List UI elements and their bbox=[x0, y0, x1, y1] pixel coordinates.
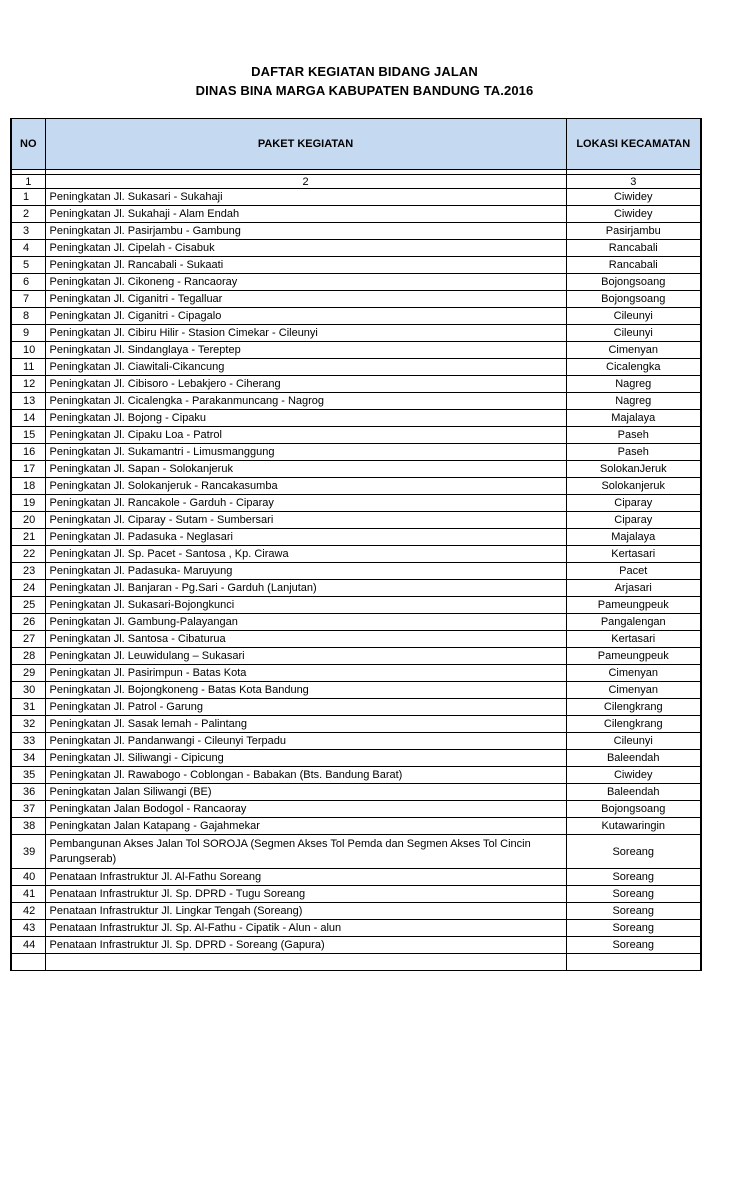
row-paket-kegiatan: Peningkatan Jl. Cipaku Loa - Patrol bbox=[45, 427, 566, 444]
row-number: 33 bbox=[11, 733, 45, 750]
row-paket-kegiatan: Peningkatan Jl. Sukamantri - Limusmanggung bbox=[45, 444, 566, 461]
row-number: 22 bbox=[11, 546, 45, 563]
row-paket-kegiatan: Peningkatan Jl. Bojongkoneng - Batas Kota Bandung bbox=[45, 682, 566, 699]
table-row bbox=[11, 495, 701, 512]
table-row bbox=[11, 393, 701, 410]
row-number: 38 bbox=[11, 818, 45, 835]
row-number: 10 bbox=[11, 342, 45, 359]
row-number: 1 bbox=[11, 189, 45, 206]
row-number: 41 bbox=[11, 886, 45, 903]
table-row bbox=[11, 342, 701, 359]
row-number: 43 bbox=[11, 920, 45, 937]
row-number: 8 bbox=[11, 308, 45, 325]
row-number: 18 bbox=[11, 478, 45, 495]
table-row bbox=[11, 886, 701, 903]
row-lokasi-kecamatan: Pameungpeuk bbox=[566, 648, 701, 665]
row-lokasi-kecamatan: Bojongsoang bbox=[566, 274, 701, 291]
row-number: 32 bbox=[11, 716, 45, 733]
row-paket-kegiatan: Peningkatan Jl. Pandanwangi - Cileunyi Terpadu bbox=[45, 733, 566, 750]
row-paket-kegiatan: Peningkatan Jl. Ciparay - Sutam - Sumbersari bbox=[45, 512, 566, 529]
empty-cell bbox=[45, 954, 566, 971]
row-paket-kegiatan: Peningkatan Jl. Sukasari-Bojongkunci bbox=[45, 597, 566, 614]
row-number: 39 bbox=[11, 835, 45, 869]
row-paket-kegiatan: Peningkatan Jl. Sindanglaya - Tereptep bbox=[45, 342, 566, 359]
table-row bbox=[11, 750, 701, 767]
table-row bbox=[11, 189, 701, 206]
column-number-row bbox=[11, 175, 701, 189]
row-lokasi-kecamatan: Paseh bbox=[566, 427, 701, 444]
row-number: 12 bbox=[11, 376, 45, 393]
table-row bbox=[11, 427, 701, 444]
row-number: 13 bbox=[11, 393, 45, 410]
row-paket-kegiatan: Peningkatan Jl. Patrol - Garung bbox=[45, 699, 566, 716]
table-row bbox=[11, 699, 701, 716]
header-no: NO bbox=[11, 119, 45, 170]
row-paket-kegiatan: Peningkatan Jl. Sapan - Solokanjeruk bbox=[45, 461, 566, 478]
row-number: 15 bbox=[11, 427, 45, 444]
row-number: 28 bbox=[11, 648, 45, 665]
table-row bbox=[11, 580, 701, 597]
row-number: 25 bbox=[11, 597, 45, 614]
row-number: 2 bbox=[11, 206, 45, 223]
row-paket-kegiatan: Peningkatan Jl. Santosa - Cibaturua bbox=[45, 631, 566, 648]
row-lokasi-kecamatan: Soreang bbox=[566, 920, 701, 937]
row-number: 34 bbox=[11, 750, 45, 767]
row-paket-kegiatan: Penataan Infrastruktur Jl. Sp. Al-Fathu - Cipatik - Alun - alun bbox=[45, 920, 566, 937]
row-lokasi-kecamatan: Cilengkrang bbox=[566, 716, 701, 733]
row-paket-kegiatan: Peningkatan Jl. Ciganitri - Tegalluar bbox=[45, 291, 566, 308]
row-paket-kegiatan: Peningkatan Jl. Siliwangi - Cipicung bbox=[45, 750, 566, 767]
row-paket-kegiatan: Penataan Infrastruktur Jl. Lingkar Tengah (Soreang) bbox=[45, 903, 566, 920]
table-row bbox=[11, 665, 701, 682]
row-paket-kegiatan: Peningkatan Jl. Cibisoro - Lebakjero - Ciherang bbox=[45, 376, 566, 393]
row-paket-kegiatan: Peningkatan Jl. Sukasari - Sukahaji bbox=[45, 189, 566, 206]
table-row bbox=[11, 767, 701, 784]
row-paket-kegiatan: Peningkatan Jl. Sp. Pacet - Santosa , Kp. Cirawa bbox=[45, 546, 566, 563]
table-row bbox=[11, 716, 701, 733]
empty-cell bbox=[566, 954, 701, 971]
table-row bbox=[11, 461, 701, 478]
table-row bbox=[11, 937, 701, 954]
row-lokasi-kecamatan: Kertasari bbox=[566, 546, 701, 563]
row-lokasi-kecamatan: Pacet bbox=[566, 563, 701, 580]
table-row bbox=[11, 529, 701, 546]
row-number: 5 bbox=[11, 257, 45, 274]
row-lokasi-kecamatan: Kertasari bbox=[566, 631, 701, 648]
row-paket-kegiatan: Pembangunan Akses Jalan Tol SOROJA (Segmen Akses Tol Pemda dan Segmen Akses Tol Cincin Parungserab) bbox=[45, 835, 566, 869]
row-number: 42 bbox=[11, 903, 45, 920]
row-number: 29 bbox=[11, 665, 45, 682]
row-number: 31 bbox=[11, 699, 45, 716]
header-paket-kegiatan: PAKET KEGIATAN bbox=[45, 119, 566, 170]
table-row bbox=[11, 240, 701, 257]
row-paket-kegiatan: Peningkatan Jl. Ciganitri - Cipagalo bbox=[45, 308, 566, 325]
row-lokasi-kecamatan: Ciparay bbox=[566, 495, 701, 512]
row-lokasi-kecamatan: Baleendah bbox=[566, 750, 701, 767]
row-lokasi-kecamatan: Nagreg bbox=[566, 376, 701, 393]
activity-table bbox=[10, 118, 702, 971]
row-paket-kegiatan: Penataan Infrastruktur Jl. Al-Fathu Soreang bbox=[45, 869, 566, 886]
row-number: 6 bbox=[11, 274, 45, 291]
table-row bbox=[11, 206, 701, 223]
row-paket-kegiatan: Peningkatan Jl. Leuwidulang – Sukasari bbox=[45, 648, 566, 665]
row-number: 7 bbox=[11, 291, 45, 308]
column-number-lokasi: 3 bbox=[566, 175, 701, 189]
table-row bbox=[11, 257, 701, 274]
row-paket-kegiatan: Peningkatan Jalan Bodogol - Rancaoray bbox=[45, 801, 566, 818]
table-row bbox=[11, 563, 701, 580]
row-number: 36 bbox=[11, 784, 45, 801]
row-number: 9 bbox=[11, 325, 45, 342]
row-lokasi-kecamatan: Soreang bbox=[566, 835, 701, 869]
table-row bbox=[11, 801, 701, 818]
table-row bbox=[11, 631, 701, 648]
row-number: 24 bbox=[11, 580, 45, 597]
document-title-line2: DINAS BINA MARGA KABUPATEN BANDUNG TA.2016 bbox=[195, 83, 534, 98]
table-row bbox=[11, 869, 701, 886]
row-lokasi-kecamatan: Cimenyan bbox=[566, 665, 701, 682]
row-lokasi-kecamatan: Pasirjambu bbox=[566, 223, 701, 240]
row-lokasi-kecamatan: Solokanjeruk bbox=[566, 478, 701, 495]
table-row bbox=[11, 291, 701, 308]
row-number: 17 bbox=[11, 461, 45, 478]
row-paket-kegiatan: Peningkatan Jl. Banjaran - Pg.Sari - Garduh (Lanjutan) bbox=[45, 580, 566, 597]
row-number: 3 bbox=[11, 223, 45, 240]
table-row bbox=[11, 920, 701, 937]
row-number: 35 bbox=[11, 767, 45, 784]
row-lokasi-kecamatan: Soreang bbox=[566, 903, 701, 920]
row-lokasi-kecamatan: Ciwidey bbox=[566, 767, 701, 784]
table-row bbox=[11, 376, 701, 393]
row-lokasi-kecamatan: Cicalengka bbox=[566, 359, 701, 376]
table-row bbox=[11, 410, 701, 427]
row-paket-kegiatan: Peningkatan Jl. Cikoneng - Rancaoray bbox=[45, 274, 566, 291]
table-row bbox=[11, 818, 701, 835]
empty-cell bbox=[11, 954, 45, 971]
row-number: 21 bbox=[11, 529, 45, 546]
row-lokasi-kecamatan: Ciwidey bbox=[566, 206, 701, 223]
table-row bbox=[11, 478, 701, 495]
row-paket-kegiatan: Peningkatan Jl. Rawabogo - Coblongan - Babakan (Bts. Bandung Barat) bbox=[45, 767, 566, 784]
empty-row bbox=[11, 954, 701, 971]
row-lokasi-kecamatan: Cileunyi bbox=[566, 733, 701, 750]
row-lokasi-kecamatan: Arjasari bbox=[566, 580, 701, 597]
row-lokasi-kecamatan: Rancabali bbox=[566, 257, 701, 274]
row-number: 26 bbox=[11, 614, 45, 631]
row-lokasi-kecamatan: Bojongsoang bbox=[566, 801, 701, 818]
table-row bbox=[11, 325, 701, 342]
row-lokasi-kecamatan: Nagreg bbox=[566, 393, 701, 410]
table-row bbox=[11, 359, 701, 376]
row-number: 20 bbox=[11, 512, 45, 529]
document-title-line1: DAFTAR KEGIATAN BIDANG JALAN bbox=[251, 64, 478, 79]
table-row bbox=[11, 614, 701, 631]
row-lokasi-kecamatan: Cimenyan bbox=[566, 682, 701, 699]
table-row bbox=[11, 835, 701, 869]
row-paket-kegiatan: Peningkatan Jl. Gambung-Palayangan bbox=[45, 614, 566, 631]
table-row bbox=[11, 223, 701, 240]
row-lokasi-kecamatan: Bojongsoang bbox=[566, 291, 701, 308]
row-paket-kegiatan: Peningkatan Jl. Cicalengka - Parakanmuncang - Nagrog bbox=[45, 393, 566, 410]
table-header-row bbox=[11, 119, 701, 170]
row-number: 4 bbox=[11, 240, 45, 257]
row-number: 23 bbox=[11, 563, 45, 580]
table-row bbox=[11, 682, 701, 699]
row-lokasi-kecamatan: Paseh bbox=[566, 444, 701, 461]
row-lokasi-kecamatan: Cileunyi bbox=[566, 325, 701, 342]
row-paket-kegiatan: Peningkatan Jl. Sasak lemah - Palintang bbox=[45, 716, 566, 733]
row-paket-kegiatan: Peningkatan Jl. Solokanjeruk - Rancakasumba bbox=[45, 478, 566, 495]
table-row bbox=[11, 784, 701, 801]
row-lokasi-kecamatan: Pameungpeuk bbox=[566, 597, 701, 614]
column-number-paket: 2 bbox=[45, 175, 566, 189]
table-row bbox=[11, 903, 701, 920]
row-number: 30 bbox=[11, 682, 45, 699]
row-paket-kegiatan: Peningkatan Jl. Pasirimpun - Batas Kota bbox=[45, 665, 566, 682]
row-lokasi-kecamatan: Kutawaringin bbox=[566, 818, 701, 835]
row-lokasi-kecamatan: Cilengkrang bbox=[566, 699, 701, 716]
table-row bbox=[11, 274, 701, 291]
row-paket-kegiatan: Peningkatan Jalan Katapang - Gajahmekar bbox=[45, 818, 566, 835]
row-number: 19 bbox=[11, 495, 45, 512]
column-number-no: 1 bbox=[11, 175, 45, 189]
row-paket-kegiatan: Peningkatan Jalan Siliwangi (BE) bbox=[45, 784, 566, 801]
table-row bbox=[11, 512, 701, 529]
row-lokasi-kecamatan: Ciparay bbox=[566, 512, 701, 529]
row-paket-kegiatan: Penataan Infrastruktur Jl. Sp. DPRD - Soreang (Gapura) bbox=[45, 937, 566, 954]
row-paket-kegiatan: Peningkatan Jl. Ciawitali-Cikancung bbox=[45, 359, 566, 376]
table-row bbox=[11, 733, 701, 750]
row-lokasi-kecamatan: Soreang bbox=[566, 869, 701, 886]
header-lokasi-kecamatan: LOKASI KECAMATAN bbox=[566, 119, 701, 170]
table-row bbox=[11, 444, 701, 461]
row-lokasi-kecamatan: Majalaya bbox=[566, 410, 701, 427]
row-number: 40 bbox=[11, 869, 45, 886]
row-paket-kegiatan: Peningkatan Jl. Padasuka - Neglasari bbox=[45, 529, 566, 546]
row-lokasi-kecamatan: Cileunyi bbox=[566, 308, 701, 325]
table-row bbox=[11, 648, 701, 665]
row-lokasi-kecamatan: Baleendah bbox=[566, 784, 701, 801]
row-lokasi-kecamatan: Majalaya bbox=[566, 529, 701, 546]
row-lokasi-kecamatan: Cimenyan bbox=[566, 342, 701, 359]
row-number: 14 bbox=[11, 410, 45, 427]
row-number: 16 bbox=[11, 444, 45, 461]
row-lokasi-kecamatan: Pangalengan bbox=[566, 614, 701, 631]
row-lokasi-kecamatan: Soreang bbox=[566, 886, 701, 903]
row-number: 44 bbox=[11, 937, 45, 954]
row-paket-kegiatan: Peningkatan Jl. Pasirjambu - Gambung bbox=[45, 223, 566, 240]
table-row bbox=[11, 597, 701, 614]
row-lokasi-kecamatan: SolokanJeruk bbox=[566, 461, 701, 478]
row-paket-kegiatan: Peningkatan Jl. Cibiru Hilir - Stasion Cimekar - Cileunyi bbox=[45, 325, 566, 342]
table-row bbox=[11, 546, 701, 563]
row-paket-kegiatan: Peningkatan Jl. Rancabali - Sukaati bbox=[45, 257, 566, 274]
row-paket-kegiatan: Peningkatan Jl. Sukahaji - Alam Endah bbox=[45, 206, 566, 223]
row-paket-kegiatan: Peningkatan Jl. Cipelah - Cisabuk bbox=[45, 240, 566, 257]
row-paket-kegiatan: Peningkatan Jl. Padasuka- Maruyung bbox=[45, 563, 566, 580]
row-paket-kegiatan: Peningkatan Jl. Bojong - Cipaku bbox=[45, 410, 566, 427]
row-lokasi-kecamatan: Ciwidey bbox=[566, 189, 701, 206]
row-number: 11 bbox=[11, 359, 45, 376]
table-row bbox=[11, 308, 701, 325]
row-number: 27 bbox=[11, 631, 45, 648]
row-number: 37 bbox=[11, 801, 45, 818]
row-paket-kegiatan: Penataan Infrastruktur Jl. Sp. DPRD - Tugu Soreang bbox=[45, 886, 566, 903]
row-lokasi-kecamatan: Rancabali bbox=[566, 240, 701, 257]
row-lokasi-kecamatan: Soreang bbox=[566, 937, 701, 954]
row-paket-kegiatan: Peningkatan Jl. Rancakole - Garduh - Ciparay bbox=[45, 495, 566, 512]
